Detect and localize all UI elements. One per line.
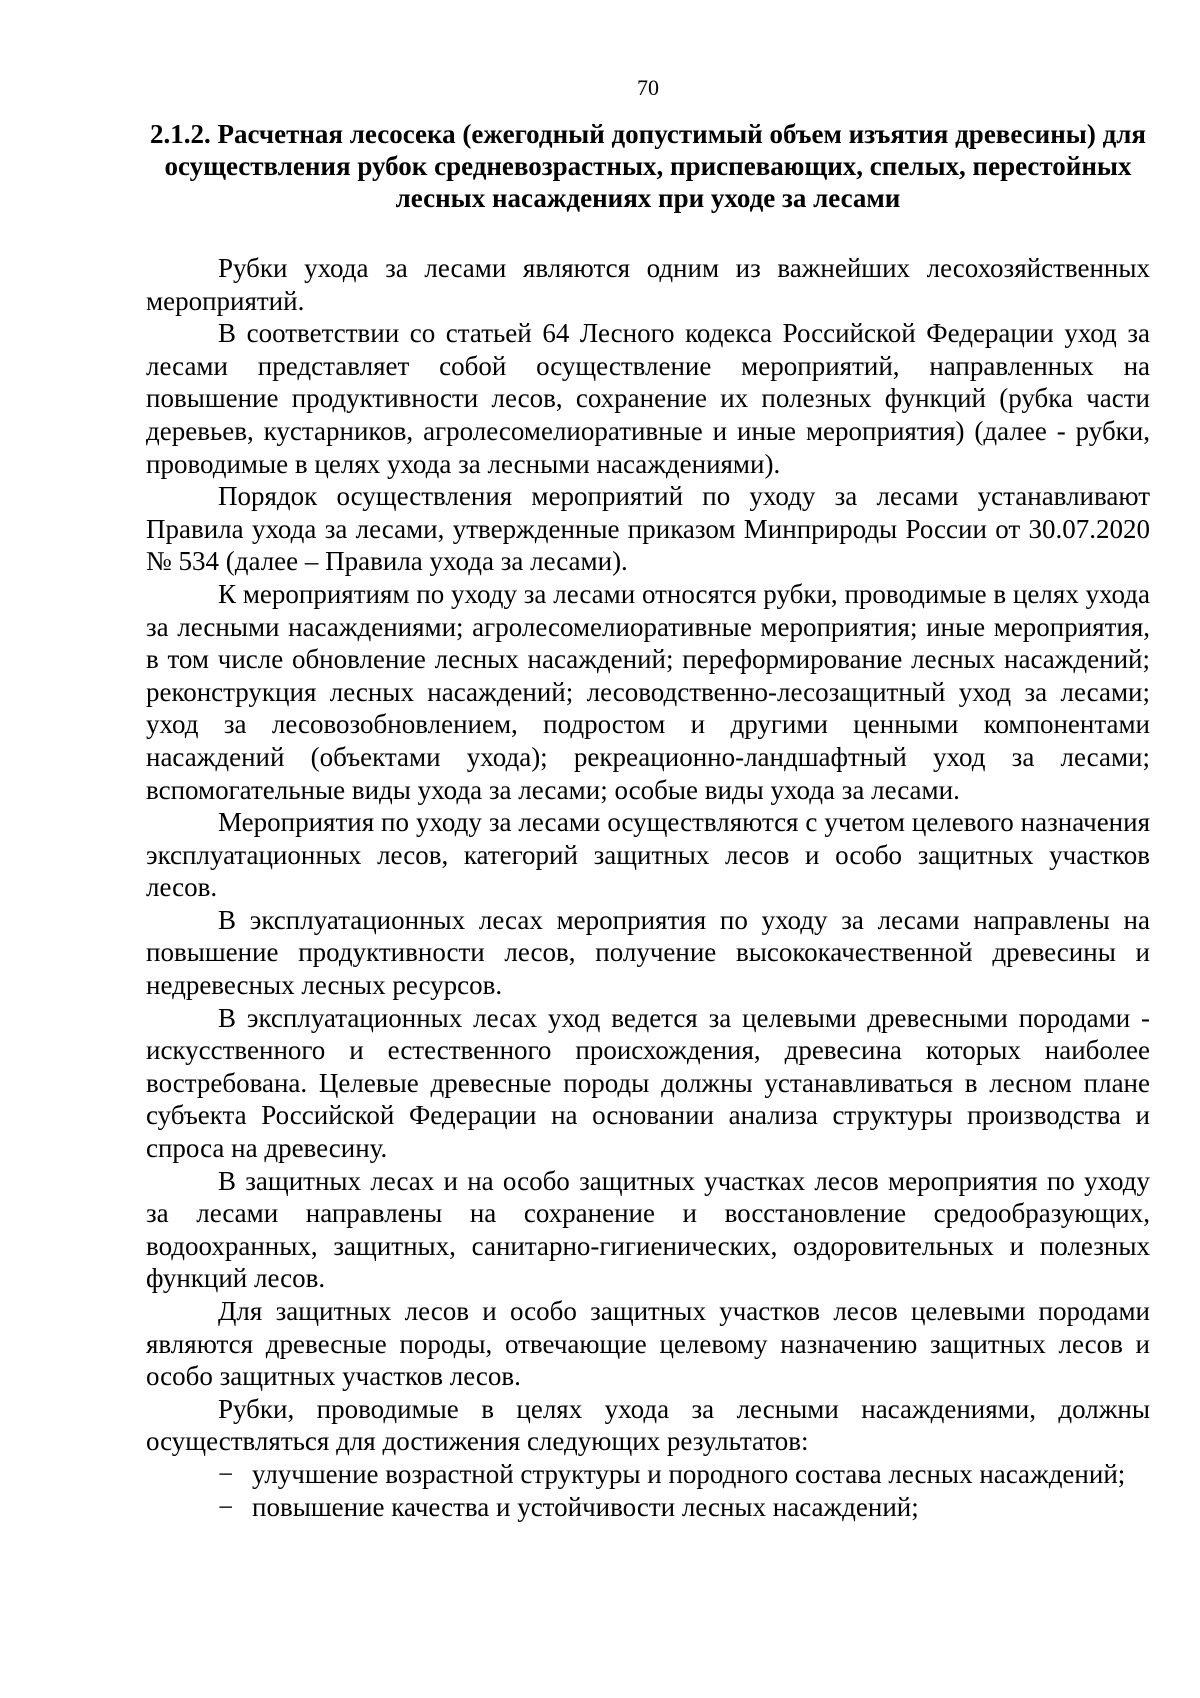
bullet-item bbox=[146, 1491, 1150, 1524]
body-text bbox=[146, 252, 1150, 1523]
paragraph: Порядок осуществления мероприятий по уходу за лесами устанавливают Правила ухода за лесами, утвержденные приказом Минприроды России от 30.07.2020 № 534 (далее – Правила ухода за лесами). bbox=[146, 481, 1150, 577]
bullet-dash: − bbox=[218, 1458, 234, 1489]
bullet-text: улучшение возрастной структуры и породного состава лесных насаждений; bbox=[252, 1458, 1126, 1489]
paragraph: В эксплуатационных лесах уход ведется за целевыми древесными породами - искусственного и естественного происхождения, древесина которых наиболее востребована. Целевые древесные породы должны устанавливаться в лесном плане субъекта Российской Федерации на основании анализа структуры производства и спроса на древесину. bbox=[146, 1002, 1150, 1164]
page-number: 70 bbox=[637, 75, 659, 100]
paragraph: Для защитных лесов и особо защитных участков лесов целевыми породами являются древесные породы, отвечающие целевому назначению защитных лесов и особо защитных участков лесов. bbox=[146, 1296, 1150, 1392]
paragraph: В защитных лесах и на особо защитных участках лесов мероприятия по уходу за лесами направлены на сохранение и восстановление средообразующих, водоохранных, защитных, санитарно-гигиенических, оздоровительных и полезных функций лесов. bbox=[146, 1165, 1150, 1294]
paragraph: В эксплуатационных лесах мероприятия по уходу за лесами направлены на повышение продуктивности лесов, получение высококачественной древесины и недревесных лесных ресурсов. bbox=[146, 904, 1150, 1001]
paragraph: Рубки, проводимые в целях ухода за лесными насаждениями, должны осуществляться для достижения следующих результатов: bbox=[146, 1393, 1150, 1457]
section-title: 2.1.2. Расчетная лесосека (ежегодный допустимый объем изъятия древесины) для осуществления рубок средневозрастных, приспевающих, спелых, перестойных лесных насаждениях при уходе за лесами bbox=[149, 119, 1147, 213]
paragraph: В соответствии со статьей 64 Лесного кодекса Российской Федерации уход за лесами представляет собой осуществление мероприятий, направленных на повышение продуктивности лесов, сохранение их полезных функций (рубка части деревьев, кустарников, агролесомелиоративные и иные мероприятия) (далее - рубки, проводимые в целях ухода за лесными насаждениями). bbox=[146, 318, 1150, 479]
paragraph: К мероприятиям по уходу за лесами относятся рубки, проводимые в целях ухода за лесными насаждениями; агролесомелиоративные мероприятия; иные мероприятия, в том числе обновление лесных насаждений; переформирование лесных насаждений; реконструкция лесных насаждений; лесоводственно-лесозащитный уход за лесами; уход за лесовозобновлением, подростом и другими ценными компонентами насаждений (объектами ухода); рекреационно-ландшафтный уход за лесами; вспомогательные виды ухода за лесами; особые виды ухода за лесами. bbox=[146, 578, 1150, 805]
bullet-item bbox=[146, 1458, 1150, 1491]
bullet-text: повышение качества и устойчивости лесных насаждений; bbox=[252, 1491, 919, 1522]
paragraph: Мероприятия по уходу за лесами осуществляются с учетом целевого назначения эксплуатационных лесов, категорий защитных лесов и особо защитных участков лесов. bbox=[146, 807, 1150, 903]
paragraph: Рубки ухода за лесами являются одним из важнейших лесохозяйственных мероприятий. bbox=[146, 253, 1150, 316]
bullet-dash: − bbox=[218, 1491, 234, 1522]
